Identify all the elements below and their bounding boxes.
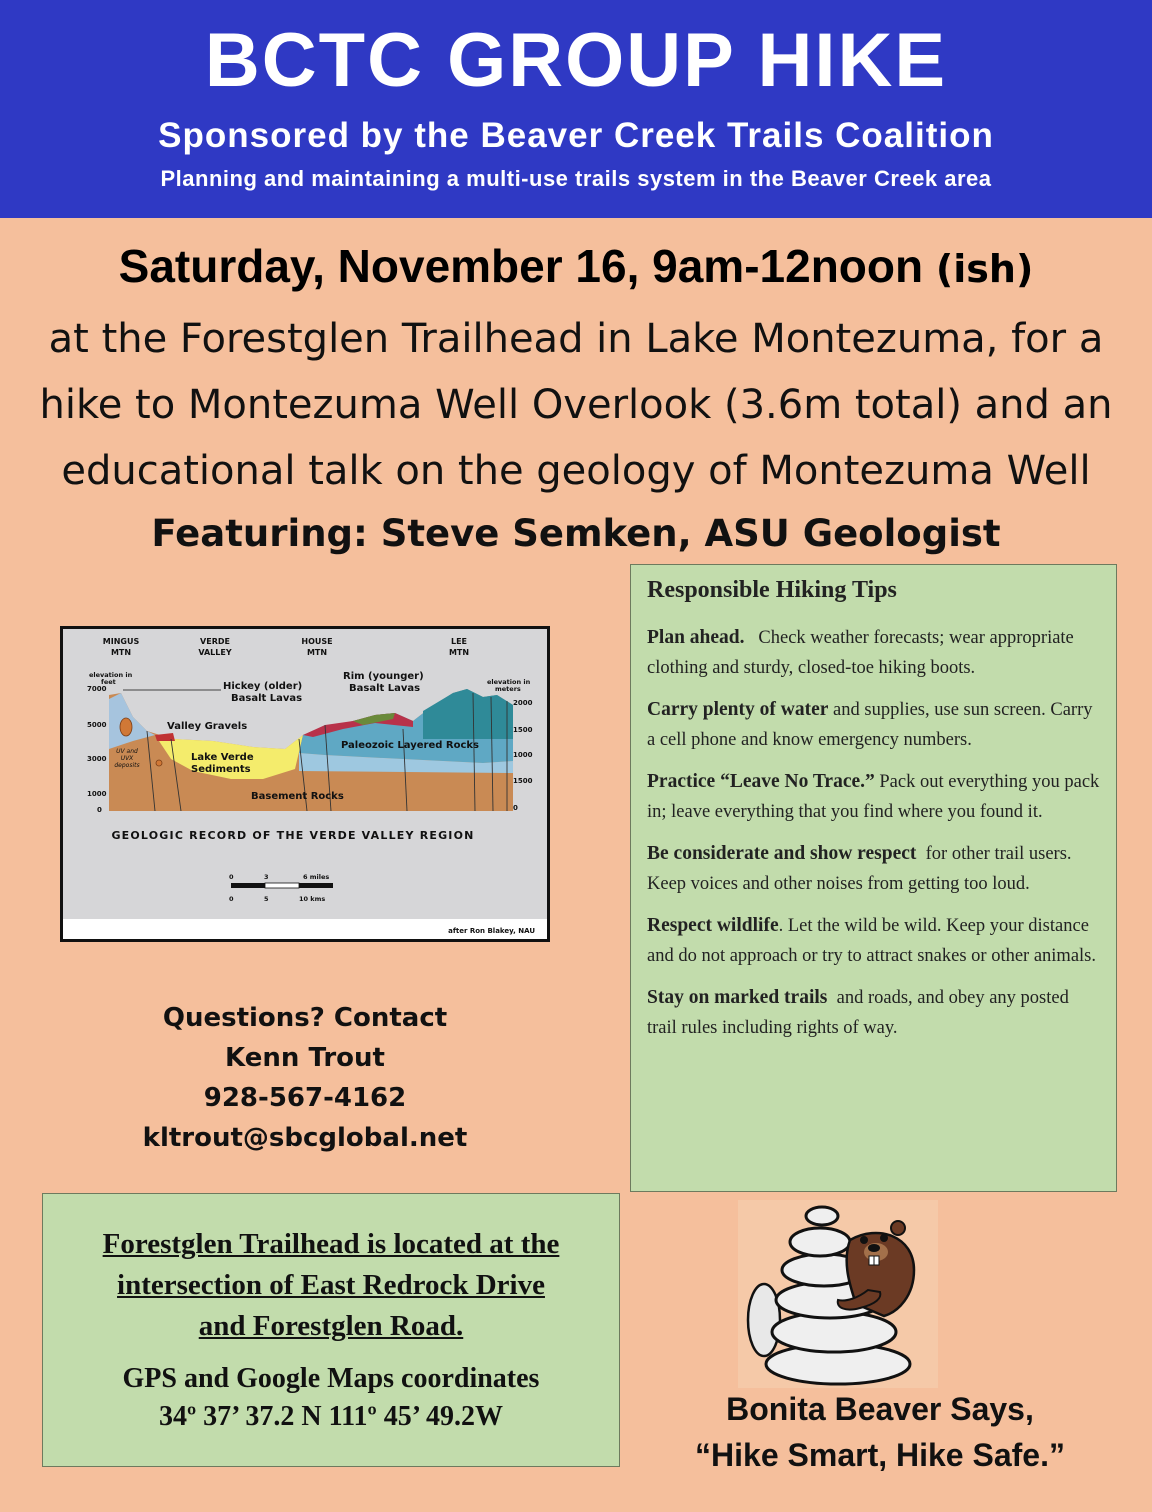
tip-item [647,695,1100,755]
peak-label: MTN [110,648,132,657]
tip-item [647,911,1100,971]
description-line: at the Forestglen Trailhead in Lake Montezuma, for a [48,316,1104,362]
peak-label: LEE [450,637,468,646]
scale-label: 10 kms [299,895,326,903]
geologic-cross-section [63,629,547,939]
tip-lead: Respect wildlife [647,915,779,936]
scale-label: 6 miles [303,873,330,881]
sponsor-line: Sponsored by the Beaver Creek Trails Coalition [158,116,994,155]
location-text [43,1224,619,1347]
mission-line: Planning and maintaining a multi-use trails system in the Beaver Creek area [160,166,992,191]
contact-name: Kenn Trout [225,1043,385,1073]
event-date-main: Saturday, November 16, 9am-12noon [118,240,924,292]
layer-label: Valley Gravels [167,721,248,732]
contact-phone[interactable]: 928-567-4162 [203,1083,407,1113]
axis-tick: 1000 [87,790,107,798]
layer-label: UV and [116,748,138,755]
axis-tick: 0 [513,804,518,812]
tip-lead: Carry plenty of water [647,699,829,720]
event-date-suffix: (ish) [935,247,1034,291]
tip-text: for other trail users. Keep voices and other noises from getting too loud. [647,844,1072,894]
peak-label: MTN [448,648,470,657]
gps-coordinates: 34º 37’ 37.2 N 111º 45’ 49.2W [158,1401,504,1432]
axis-title: feet [101,678,116,686]
axis-tick: 7000 [87,685,107,693]
description-line: hike to Montezuma Well Overlook (3.6m total) and an [39,382,1113,428]
axis-tick: 1000 [513,751,533,759]
tip-item [647,767,1100,827]
tip-lead: Plan ahead. [647,627,745,648]
layer-label: Paleozoic Layered Rocks [341,740,479,751]
axis-tick: 2000 [513,699,533,707]
peak-label: MTN [306,648,328,657]
layer-label: Hickey (older) [223,681,303,692]
tip-text: Check weather forecasts; wear appropriate clothing and sturdy, closed-toe hiking boots. [647,628,1074,678]
beaver-mascot-illustration [738,1200,938,1388]
scale-label: 5 [264,895,269,903]
peak-label: MINGUS [102,637,140,646]
mascot-line: Bonita Beaver Says, [726,1391,1034,1427]
layer-label: Sediments [191,764,251,775]
axis-title: elevation in [487,678,531,686]
layer-label: Basalt Lavas [231,693,303,704]
scale-label: 0 [229,873,234,881]
description-line: educational talk on the geology of Montezuma Well [61,448,1091,494]
layer-label: deposits [114,762,140,769]
axis-title: meters [495,685,521,693]
tip-text: . Let the wild be wild. Keep your distance and do not approach or try to attract snakes or other animals. [647,916,1096,966]
scale-label: 3 [264,873,269,881]
axis-tick: 5000 [87,721,107,729]
mascot-line: “Hike Smart, Hike Safe.” [695,1437,1065,1473]
location-line: intersection of East Redrock Drive [117,1269,545,1301]
tip-lead: Stay on marked trails [647,987,828,1008]
tip-text: and roads, and obey any posted trail rules including rights of way. [647,988,1069,1038]
contact-block [90,998,520,1158]
tip-item [647,839,1100,899]
peak-label: HOUSE [301,637,333,646]
location-line: Forestglen Trailhead is located at the [102,1228,560,1260]
axis-title: elevation in [89,671,133,679]
axis-tick: 0 [97,806,102,814]
tip-text: Pack out everything you pack in; leave everything that you find where you found it. [647,772,1100,822]
page-title: BCTC GROUP HIKE [204,18,948,103]
event-description [0,306,1152,504]
tip-lead: Practice “Leave No Trace.” [647,771,875,792]
axis-tick: 3000 [87,755,107,763]
scale-label: 0 [229,895,234,903]
event-date [0,236,1152,299]
tip-text: and supplies, use sun screen. Carry a cell phone and know emergency numbers. [647,700,1093,750]
peak-label: VERDE [200,637,230,646]
axis-tick: 1500 [513,777,533,785]
tip-lead: Be considerate and show respect [647,843,917,864]
diagram-credit: after Ron Blakey, NAU [448,927,535,935]
header-banner [0,0,1152,218]
diagram-caption: GEOLOGIC RECORD OF THE VERDE VALLEY REGION [111,829,475,842]
mascot-quote [640,1386,1120,1478]
layer-label: Basalt Lavas [349,683,421,694]
tip-item [647,983,1100,1043]
axis-tick: 1500 [513,726,533,734]
contact-email[interactable]: kltrout@sbcglobal.net [142,1123,468,1153]
layer-label: UVX [120,755,134,762]
layer-label: Rim (younger) [343,671,424,682]
tip-item [647,623,1100,683]
peak-label: VALLEY [198,648,232,657]
gps-label: GPS and Google Maps coordinates [122,1363,540,1394]
contact-heading: Questions? Contact [162,1003,448,1033]
geologic-diagram [60,626,550,942]
layer-label: Basement Rocks [251,791,344,802]
location-line: and Forestglen Road. [198,1310,464,1342]
trailhead-location-panel [42,1193,620,1467]
hiking-tips-panel [630,564,1117,1192]
layer-label: Lake Verde [191,752,254,763]
tips-title: Responsible Hiking Tips [647,577,897,603]
featured-speaker: Featuring: Steve Semken, ASU Geologist [151,512,1001,555]
